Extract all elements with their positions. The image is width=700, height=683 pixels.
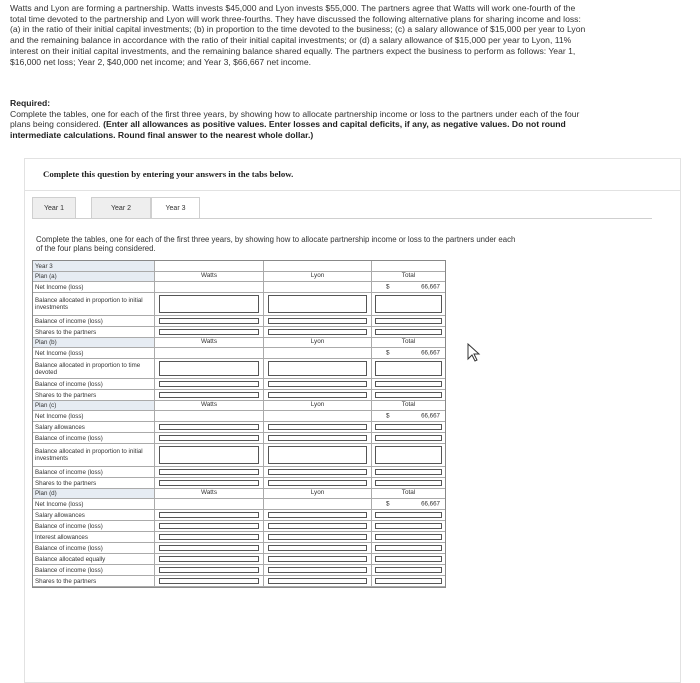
row-label: Salary allowances xyxy=(33,510,155,520)
lyon-input[interactable] xyxy=(268,424,367,430)
total-header-text: Total xyxy=(401,338,416,345)
watts-input[interactable] xyxy=(159,567,259,573)
watts-input[interactable] xyxy=(159,295,259,313)
lyon-input[interactable] xyxy=(268,512,367,518)
table-row xyxy=(33,467,445,478)
lyon-cell xyxy=(264,510,372,520)
watts-cell xyxy=(155,532,264,542)
tab-year-2[interactable]: Year 2 xyxy=(91,197,151,219)
total-cell xyxy=(372,532,445,542)
lyon-cell xyxy=(264,478,372,488)
plan-header-row xyxy=(33,401,445,411)
watts-input[interactable] xyxy=(159,424,259,430)
lyon-column-header xyxy=(264,338,372,347)
total-input[interactable] xyxy=(375,578,442,584)
currency-symbol: $ xyxy=(386,412,390,420)
total-column-header xyxy=(372,489,445,498)
currency-symbol: $ xyxy=(386,283,390,291)
lyon-input[interactable] xyxy=(268,556,367,562)
lyon-cell xyxy=(264,390,372,400)
watts-column-header xyxy=(155,401,264,410)
total-cell xyxy=(372,510,445,520)
total-input[interactable] xyxy=(375,392,442,398)
watts-cell xyxy=(155,293,264,315)
table-row xyxy=(33,282,445,293)
currency-symbol: $ xyxy=(386,349,390,357)
table-row xyxy=(33,327,445,338)
watts-header-text: Watts xyxy=(200,401,218,408)
tab-year-1[interactable]: Year 1 xyxy=(32,197,76,219)
required-text xyxy=(10,109,600,140)
lyon-header-text: Lyon xyxy=(310,489,325,496)
watts-input[interactable] xyxy=(159,556,259,562)
tab-year-3[interactable]: Year 3 xyxy=(151,197,200,219)
total-cell xyxy=(372,554,445,564)
lyon-cell xyxy=(264,499,372,509)
total-input[interactable] xyxy=(375,545,442,551)
total-cell xyxy=(372,576,445,586)
total-column-header xyxy=(372,338,445,347)
lyon-input[interactable] xyxy=(268,318,367,324)
total-cell xyxy=(372,433,445,443)
complete-banner xyxy=(24,158,681,191)
total-input[interactable] xyxy=(375,469,442,475)
net-income-total: 66,667 xyxy=(421,349,440,357)
watts-input[interactable] xyxy=(159,361,259,376)
watts-cell xyxy=(155,327,264,337)
watts-cell xyxy=(155,565,264,575)
mouse-cursor-icon xyxy=(466,343,482,363)
watts-cell xyxy=(155,348,264,358)
watts-cell xyxy=(155,478,264,488)
required-rounding-note: (Enter all allowances as positive values. Enter losses and capital deficits, if any, as negative values. Do not round intermediate calculations. Round final answer to the nearest whole dollar.) xyxy=(10,119,566,140)
lyon-header-text: Lyon xyxy=(310,401,325,408)
allocation-table xyxy=(32,260,446,588)
total-cell xyxy=(372,422,445,432)
watts-cell xyxy=(155,379,264,389)
table-row xyxy=(33,411,445,422)
table-row xyxy=(33,444,445,467)
total-cell xyxy=(372,316,445,326)
lyon-cell xyxy=(264,411,372,421)
row-label: Shares to the partners xyxy=(33,576,155,586)
year-row-cell xyxy=(155,261,264,271)
lyon-cell xyxy=(264,316,372,326)
total-column-header xyxy=(372,401,445,410)
watts-cell xyxy=(155,433,264,443)
row-label: Balance allocated equally xyxy=(33,554,155,564)
watts-input[interactable] xyxy=(159,381,259,387)
total-cell xyxy=(372,478,445,488)
lyon-input[interactable] xyxy=(268,469,367,475)
watts-input[interactable] xyxy=(159,392,259,398)
lyon-cell xyxy=(264,543,372,553)
lyon-cell xyxy=(264,565,372,575)
watts-cell xyxy=(155,390,264,400)
lyon-input[interactable] xyxy=(268,523,367,529)
row-label: Net Income (loss) xyxy=(33,411,155,421)
watts-cell xyxy=(155,282,264,292)
watts-cell xyxy=(155,316,264,326)
watts-cell xyxy=(155,422,264,432)
watts-input[interactable] xyxy=(159,318,259,324)
plan-header-row xyxy=(33,272,445,282)
year-row xyxy=(33,261,445,272)
table-row xyxy=(33,433,445,444)
row-label: Balance of income (loss) xyxy=(33,316,155,326)
table-row xyxy=(33,359,445,379)
watts-cell xyxy=(155,576,264,586)
row-label: Balance allocated in proportion to initial investments xyxy=(33,444,155,466)
watts-cell xyxy=(155,411,264,421)
problem-statement: Watts and Lyon are forming a partnership. Watts invests $45,000 and Lyon invests $55,000. The partners agree that Watts will work one-fourth of the total time devoted to the partnership and Lyon will work three-fourths. They have discussed the following alternative plans for sharing income and loss: (a) in the ratio of their initial capital investments; (b) in proportion to the time devoted to the business; (c) a salary allowance of $15,000 per year to Lyon and the remaining balance in accordance with the ratio of their initial capital investments; or (d) a salary allowance of $15,000 per year to Lyon, 11% interest on their initial capital investments, and the remaining balance shared equally. The partners expect the business to perform as follows: Year 1, $16,000 net loss; Year 2, $40,000 net income; and Year 3, $66,667 net income. xyxy=(10,3,586,67)
lyon-cell xyxy=(264,348,372,358)
watts-input[interactable] xyxy=(159,512,259,518)
watts-cell xyxy=(155,467,264,477)
watts-input[interactable] xyxy=(159,480,259,486)
net-income-total-cell xyxy=(372,282,445,292)
year-label: Year 3 xyxy=(33,261,155,271)
row-label: Shares to the partners xyxy=(33,390,155,400)
lyon-column-header xyxy=(264,401,372,410)
lyon-header-text: Lyon xyxy=(310,338,325,345)
row-label: Shares to the partners xyxy=(33,327,155,337)
total-input[interactable] xyxy=(375,435,442,441)
total-input[interactable] xyxy=(375,329,442,335)
lyon-input[interactable] xyxy=(268,361,367,376)
watts-input[interactable] xyxy=(159,523,259,529)
total-cell xyxy=(372,543,445,553)
row-label: Shares to the partners xyxy=(33,478,155,488)
watts-cell xyxy=(155,510,264,520)
lyon-cell xyxy=(264,532,372,542)
net-income-total: 66,667 xyxy=(421,412,440,420)
lyon-cell xyxy=(264,467,372,477)
total-input[interactable] xyxy=(375,361,442,376)
total-column-header xyxy=(372,272,445,281)
table-row xyxy=(33,348,445,359)
lyon-input[interactable] xyxy=(268,435,367,441)
lyon-cell xyxy=(264,433,372,443)
lyon-input[interactable] xyxy=(268,480,367,486)
lyon-cell xyxy=(264,359,372,378)
watts-header-text: Watts xyxy=(200,272,218,279)
total-input[interactable] xyxy=(375,523,442,529)
table-row xyxy=(33,576,445,587)
watts-header-text: Watts xyxy=(200,338,218,345)
table-row xyxy=(33,543,445,554)
total-input[interactable] xyxy=(375,318,442,324)
lyon-header-text: Lyon xyxy=(310,272,325,279)
table-row xyxy=(33,478,445,489)
table-row xyxy=(33,521,445,532)
watts-cell xyxy=(155,499,264,509)
lyon-input[interactable] xyxy=(268,295,367,313)
total-cell xyxy=(372,390,445,400)
watts-cell xyxy=(155,543,264,553)
row-label: Balance of income (loss) xyxy=(33,379,155,389)
watts-cell xyxy=(155,444,264,466)
row-label: Balance allocated in proportion to initial investments xyxy=(33,293,155,315)
lyon-input[interactable] xyxy=(268,381,367,387)
lyon-cell xyxy=(264,576,372,586)
row-label: Balance of income (loss) xyxy=(33,543,155,553)
total-input[interactable] xyxy=(375,567,442,573)
lyon-input[interactable] xyxy=(268,534,367,540)
watts-input[interactable] xyxy=(159,545,259,551)
lyon-input[interactable] xyxy=(268,567,367,573)
table-row xyxy=(33,316,445,327)
total-cell xyxy=(372,467,445,477)
table-row xyxy=(33,565,445,576)
total-input[interactable] xyxy=(375,295,442,313)
watts-column-header xyxy=(155,338,264,347)
row-label: Balance of income (loss) xyxy=(33,467,155,477)
row-label: Net Income (loss) xyxy=(33,282,155,292)
table-row xyxy=(33,422,445,433)
total-header-text: Total xyxy=(401,489,416,496)
table-row xyxy=(33,510,445,521)
plan-header-row xyxy=(33,338,445,348)
year-row-cell xyxy=(372,261,445,271)
total-cell xyxy=(372,359,445,378)
plan-header-row xyxy=(33,489,445,499)
total-cell xyxy=(372,379,445,389)
lyon-cell xyxy=(264,293,372,315)
watts-column-header xyxy=(155,272,264,281)
lyon-input[interactable] xyxy=(268,578,367,584)
complete-banner-text: Complete this question by entering your answers in the tabs below. xyxy=(43,169,294,179)
lyon-cell xyxy=(264,444,372,466)
plan-label: Plan (a) xyxy=(33,272,155,281)
row-label: Balance of income (loss) xyxy=(33,433,155,443)
total-input[interactable] xyxy=(375,512,442,518)
required-heading: Required: xyxy=(10,98,51,108)
table-row xyxy=(33,499,445,510)
table-row xyxy=(33,390,445,401)
total-input[interactable] xyxy=(375,534,442,540)
total-header-text: Total xyxy=(401,401,416,408)
total-input[interactable] xyxy=(375,446,442,464)
total-cell xyxy=(372,565,445,575)
required-instructions: Complete the tables, one for each of the first three years, by showing how to allocate partnership income or loss to the partners under each of the four plans being considered. xyxy=(10,109,580,130)
lyon-input[interactable] xyxy=(268,392,367,398)
watts-cell xyxy=(155,521,264,531)
lyon-cell xyxy=(264,327,372,337)
lyon-cell xyxy=(264,422,372,432)
row-label: Net Income (loss) xyxy=(33,348,155,358)
row-label: Balance of income (loss) xyxy=(33,521,155,531)
watts-cell xyxy=(155,554,264,564)
row-label: Balance allocated in proportion to time devoted xyxy=(33,359,155,378)
net-income-total-cell xyxy=(372,499,445,509)
net-income-total: 66,667 xyxy=(421,500,440,508)
row-label: Balance of income (loss) xyxy=(33,565,155,575)
row-label: Salary allowances xyxy=(33,422,155,432)
total-cell xyxy=(372,293,445,315)
plan-label: Plan (b) xyxy=(33,338,155,347)
watts-input[interactable] xyxy=(159,329,259,335)
row-label: Net Income (loss) xyxy=(33,499,155,509)
row-label: Interest allowances xyxy=(33,532,155,542)
watts-input[interactable] xyxy=(159,446,259,464)
total-input[interactable] xyxy=(375,424,442,430)
net-income-total: 66,667 xyxy=(421,283,440,291)
total-input[interactable] xyxy=(375,480,442,486)
table-row xyxy=(33,379,445,390)
total-cell xyxy=(372,521,445,531)
lyon-cell xyxy=(264,282,372,292)
table-row xyxy=(33,532,445,543)
currency-symbol: $ xyxy=(386,500,390,508)
table-row xyxy=(33,293,445,316)
total-cell xyxy=(372,327,445,337)
net-income-total-cell xyxy=(372,411,445,421)
lyon-column-header xyxy=(264,489,372,498)
total-cell xyxy=(372,444,445,466)
watts-input[interactable] xyxy=(159,469,259,475)
net-income-total-cell xyxy=(372,348,445,358)
total-input[interactable] xyxy=(375,556,442,562)
total-header-text: Total xyxy=(401,272,416,279)
lyon-cell xyxy=(264,554,372,564)
watts-input[interactable] xyxy=(159,578,259,584)
table-row xyxy=(33,554,445,565)
total-input[interactable] xyxy=(375,381,442,387)
watts-column-header xyxy=(155,489,264,498)
lyon-input[interactable] xyxy=(268,545,367,551)
lyon-column-header xyxy=(264,272,372,281)
plan-label: Plan (c) xyxy=(33,401,155,410)
tab-divider xyxy=(32,218,652,219)
year-row-cell xyxy=(264,261,372,271)
lyon-input[interactable] xyxy=(268,446,367,464)
watts-input[interactable] xyxy=(159,534,259,540)
watts-input[interactable] xyxy=(159,435,259,441)
lyon-input[interactable] xyxy=(268,329,367,335)
watts-cell xyxy=(155,359,264,378)
tab-instruction: Complete the tables, one for each of the first three years, by showing how to allocate partnership income or loss to the partners under each of the four plans being considered. xyxy=(36,235,516,254)
lyon-cell xyxy=(264,379,372,389)
plan-label: Plan (d) xyxy=(33,489,155,498)
watts-header-text: Watts xyxy=(200,489,218,496)
lyon-cell xyxy=(264,521,372,531)
